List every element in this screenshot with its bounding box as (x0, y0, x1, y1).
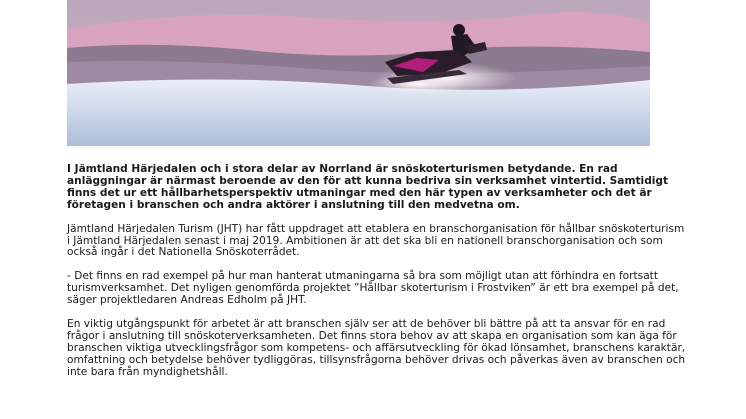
article-paragraph: Jämtland Härjedalen Turism (JHT) har fått uppdraget att etablera en branschorganisation för hållbar snöskoterturism i Jämtland Härjedalen senast i maj 2019. Ambitionen är att det ska bli en nationell branschorganisation och som också ingår i det Nationella Snöskoterrådet. (67, 222, 685, 259)
hero-photo (67, 0, 650, 146)
article-paragraph: - Det finns en rad exempel på hur man hanterat utmaningarna så bra som möjligt utan att förhindra en fortsatt turismverksamhet. Det nyligen genomförda projektet ”Hållbar skoterturism i Frostviken” är ett bra exempel på det, säger projektledaren Andreas Edholm på JHT. (67, 270, 679, 307)
article-paragraph: En viktig utgångspunkt för arbetet är att branschen själv ser att de behöver bli bättre på att ta ansvar för en rad frågor i anslutning till snöskoterverksamheten. Det finns stora behov av att skapa en organisation som kan äga för branschen viktiga utvecklingsfrågor som kompetens- och affärsutveckling för ökad lönsamhet, branschens karaktär, omfattning och betydelse behöver tydliggöras, tillsynsfrågorna behöver drivas och påverkas även av branschen och inte bara från myndighetshåll. (67, 318, 686, 378)
snowmobile-photo-icon (67, 0, 650, 146)
article-lead: I Jämtland Härjedalen och i stora delar av Norrland är snöskoterturismen betydande. En rad anläggningar är närmast beroende av den för att kunna bedriva sin verksamhet vintertid. Samtidigt finns det ur ett hållbarhetsperspektiv utmaningar med den här typen av verksamheter och det är företagen i branschen och andra aktörer i anslutning till den medvetna om. (67, 163, 669, 211)
article-body (67, 164, 687, 391)
